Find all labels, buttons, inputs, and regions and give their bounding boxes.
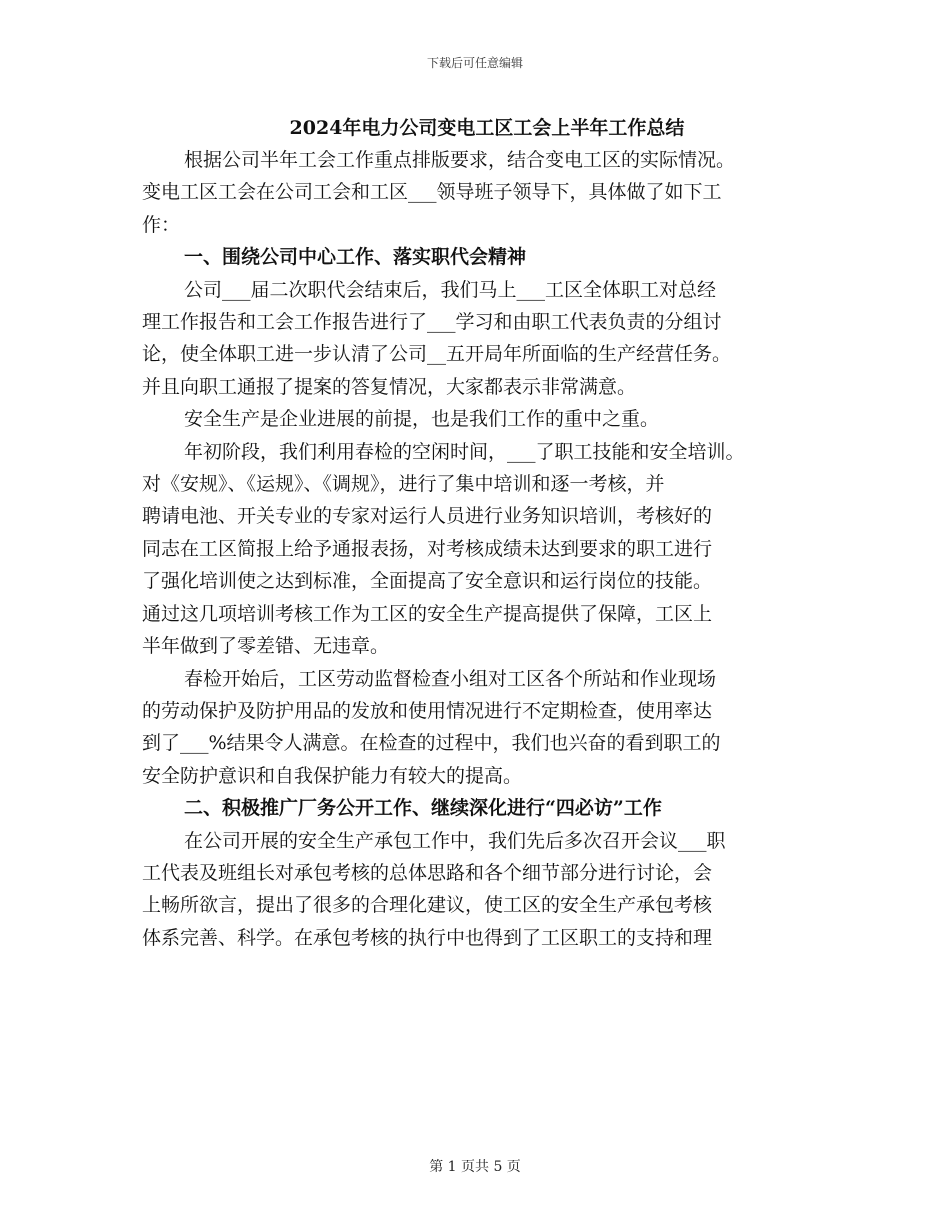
text-line: 聘请电池、开关专业的专家对运行人员进行业务知识培训，考核好的 — [142, 505, 713, 528]
text-line: 理工作报告和工会工作报告进行了___学习和由职工代表负责的分组讨 — [142, 311, 722, 334]
page-footer: 第 1 页共 5 页 — [429, 1159, 521, 1175]
text-line: 了强化培训使之达到标准，全面提高了安全意识和运行岗位的技能。 — [142, 570, 713, 593]
text-line: 同志在工区简报上给予通报表扬，对考核成绩未达到要求的职工进行 — [142, 537, 713, 560]
section-heading: 二、积极推广厂务公开工作、继续深化进行“四必访”工作 — [184, 797, 662, 820]
text-line: 论，使全体职工进一步认清了公司__五开局年所面临的生产经营任务。 — [142, 343, 732, 366]
section-heading: 一、围绕公司中心工作、落实职代会精神 — [184, 246, 527, 269]
document-title: 2024年电力公司变电工区工会上半年工作总结 — [289, 117, 685, 139]
text-line: 作： — [142, 213, 181, 236]
text-line: 到了___%结果令人满意。在检查的过程中，我们也兴奋的看到职工的 — [142, 732, 721, 755]
text-line: 公司___届二次职代会结束后，我们马上___工区全体职工对总经 — [184, 278, 717, 301]
text-line: 在公司开展的安全生产承包工作中，我们先后多次召开会议___职 — [184, 829, 726, 852]
text-line: 根据公司半年工会工作重点排版要求，结合变电工区的实际情况。 — [184, 149, 736, 171]
text-line: 并且向职工通报了提案的答复情况，大家都表示非常满意。 — [142, 375, 637, 398]
text-line: 年初阶段，我们利用春检的空闲时间，___了职工技能和安全培训。 — [184, 440, 745, 463]
text-line: 上畅所欲言，提出了很多的合理化建议，使工区的安全生产承包考核 — [142, 894, 713, 917]
text-line: 通过这几项培训考核工作为工区的安全生产提高提供了保障，工区上 — [142, 602, 713, 625]
text-line: 工代表及班组长对承包考核的总体思路和各个细节部分进行讨论，会 — [142, 861, 713, 884]
text-line: 变电工区工会在公司工会和工区___领导班子领导下，具体做了如下工 — [142, 181, 722, 204]
text-line: 体系完善、科学。在承包考核的执行中也得到了工区职工的支持和理 — [142, 926, 713, 949]
document-body — [142, 112, 812, 954]
document-lines — [142, 144, 812, 954]
text-line: 半年做到了零差错、无违章。 — [142, 635, 390, 658]
header-note: 下载后可任意编辑 — [426, 56, 523, 70]
text-line: 的劳动保护及防护用品的发放和使用情况进行不定期检查，使用率达 — [142, 699, 713, 722]
text-line: 安全防护意识和自我保护能力有较大的提高。 — [142, 764, 523, 787]
text-line: 春检开始后，工区劳动监督检查小组对工区各个所站和作业现场 — [184, 667, 717, 690]
text-line: 对《安规》、《运规》、《调规》，进行了集中培训和逐一考核，并 — [142, 473, 665, 496]
text-line: 安全生产是企业进展的前提，也是我们工作的重中之重。 — [184, 408, 660, 431]
